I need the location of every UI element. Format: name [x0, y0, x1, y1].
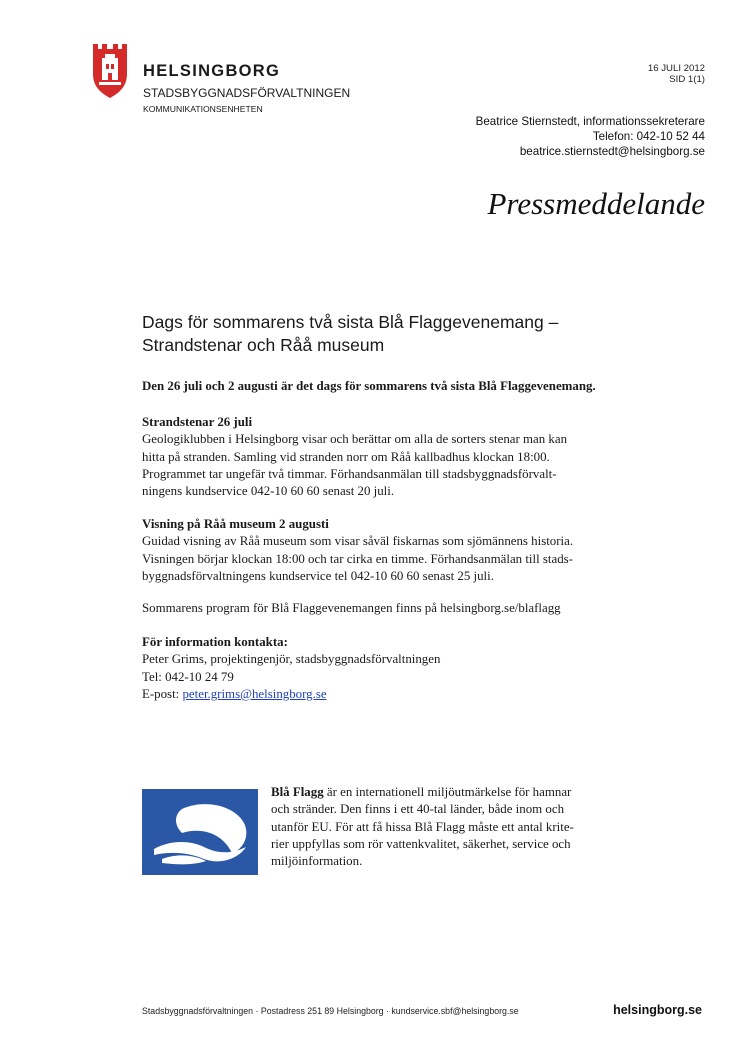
blue-flag-description	[271, 784, 611, 870]
lead-paragraph: Den 26 juli och 2 augusti är det dags för sommarens två sista Blå Flaggevenemang.	[142, 379, 596, 393]
headline	[142, 311, 612, 357]
flag-desc-line: utanför EU. För att få hissa Blå Flagg måste ett antal krite-	[271, 819, 574, 834]
contact-email-line	[142, 686, 612, 703]
sender-phone: Telefon: 042-10 52 44	[592, 130, 705, 143]
flag-desc-text: är en internationell miljöutmärkelse för hamnar	[323, 785, 572, 799]
flag-desc-line: och stränder. Den finns i ett 40-tal länder, både inom och	[271, 802, 565, 817]
sender-contact	[476, 114, 705, 159]
section-line: ningens kundservice 042-10 60 60 senast 20 juli.	[142, 484, 395, 499]
contact-title: För information kontakta:	[142, 635, 288, 649]
section-line: Geologiklubben i Helsingborg visar och berättar om alla de sorters stenar man kan	[142, 432, 568, 447]
page-number: SID 1(1)	[669, 74, 705, 85]
section-title: Strandstenar 26 juli	[142, 415, 253, 429]
contact-phone: Tel: 042-10 24 79	[142, 669, 234, 684]
org-name: HELSINGBORG	[143, 62, 281, 80]
contact-name: Peter Grims, projektingenjör, stadsbyggnadsförvaltningen	[142, 652, 441, 667]
flag-desc-line: miljöinformation.	[271, 854, 363, 869]
section-line: hitta på stranden. Samling vid stranden norr om Råå kallbadhus klockan 18:00.	[142, 449, 550, 464]
unit-name: KOMMUNIKATIONSENHETEN	[143, 104, 263, 114]
document-date: 16 JULI 2012	[647, 63, 705, 74]
helsingborg-crest-logo	[93, 44, 127, 98]
blue-flag-title: Blå Flagg	[271, 785, 324, 799]
section-title: Visning på Råå museum 2 augusti	[142, 517, 329, 531]
contact-info	[142, 634, 612, 703]
sender-name: Beatrice Stiernstedt, informationssekreterare	[475, 115, 705, 128]
program-note: Sommarens program för Blå Flaggevenemangen finns på helsingborg.se/blaflagg	[142, 601, 561, 615]
section-strandstenar	[142, 414, 612, 500]
contact-email-link[interactable]: peter.grims@helsingborg.se	[182, 686, 327, 701]
headline-line-1: Dags för sommarens två sista Blå Flaggevenemang –	[142, 312, 559, 332]
section-line: byggnadsförvaltningens kundservice tel 042-10 60 60 senast 25 juli.	[142, 568, 494, 583]
department-name: STADSBYGGNADSFÖRVALTNINGEN	[143, 86, 351, 100]
section-raa-museum	[142, 516, 612, 585]
document-type-title: Pressmeddelande	[487, 186, 705, 221]
sender-email: beatrice.stiernstedt@helsingborg.se	[519, 145, 705, 158]
flag-desc-line-1	[271, 784, 611, 801]
email-label: E-post:	[142, 686, 183, 701]
blue-flag-logo	[142, 789, 258, 875]
section-line: Programmet tar ungefär två timmar. Förhandsanmälan till stadsbyggnadsförvalt-	[142, 466, 557, 481]
section-line: Guidad visning av Råå museum som visar såväl fiskarnas som sjömännens historia.	[142, 534, 574, 549]
headline-line-2: Strandstenar och Råå museum	[142, 335, 385, 355]
date-block	[648, 63, 705, 85]
footer-address: Stadsbyggnadsförvaltningen · Postadress 251 89 Helsingborg · kundservice.sbf@helsingborg.se	[142, 1006, 519, 1016]
section-line: Visningen börjar klockan 18:00 och tar cirka en timme. Förhandsanmälan till stads-	[142, 551, 573, 566]
footer-website: helsingborg.se	[613, 1003, 702, 1017]
flag-desc-line: rier uppfyllas som rör vattenkvalitet, säkerhet, service och	[271, 836, 571, 851]
